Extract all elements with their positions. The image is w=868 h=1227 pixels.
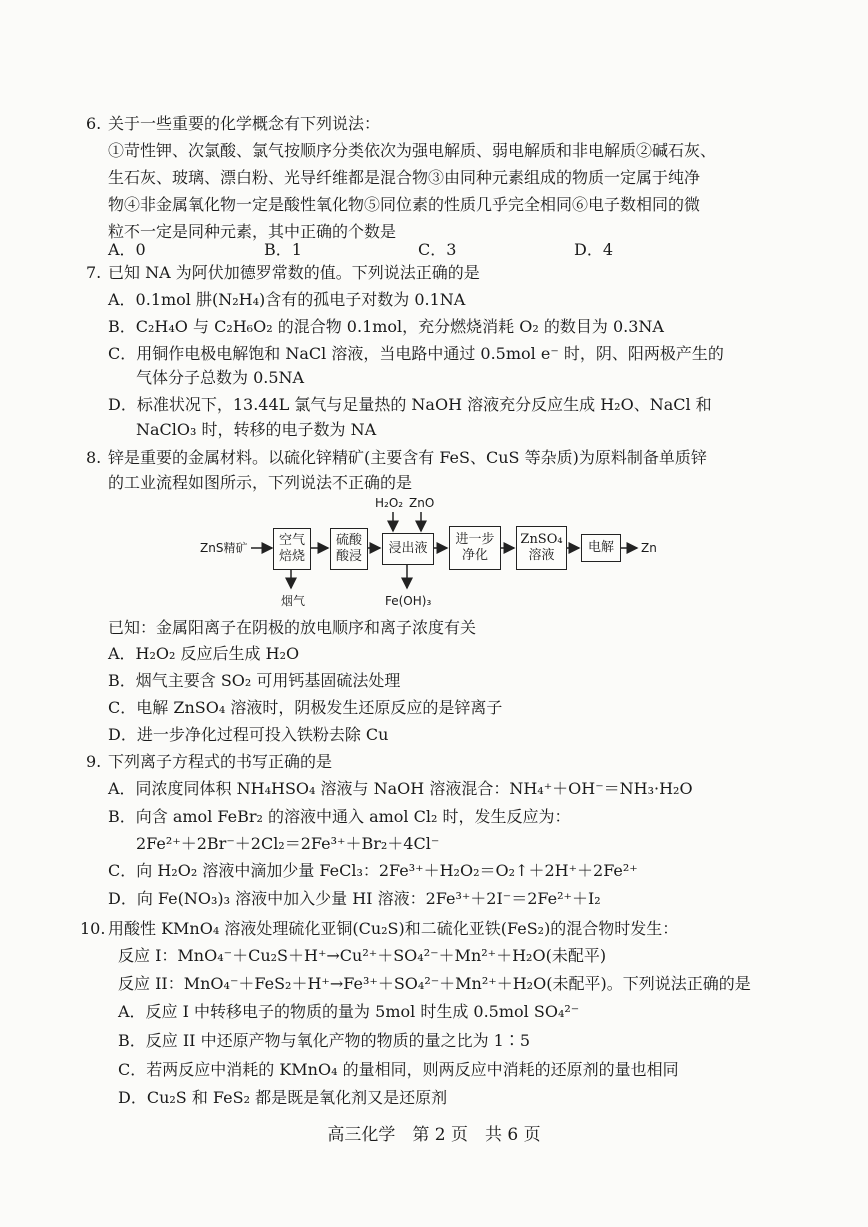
q8-known: 已知：金属阳离子在阴极的放电顺序和离子浓度有关 — [108, 618, 477, 637]
q9-option-d: D．向 Fe(NO₃)₃ 溶液中加入少量 HI 溶液：2Fe³⁺＋2I⁻＝2Fe²⁺＋I₂ — [108, 889, 601, 908]
q8-stem-line-1: 锌是重要的金属材料。以硫化锌精矿(主要含有 FeS、CuS 等杂质)为原料制备单质锌 — [108, 448, 707, 467]
q6-choice-b: B．1 — [264, 240, 302, 259]
flow-step-leachate: 浸出液 — [382, 533, 434, 565]
process-flow-diagram — [195, 490, 675, 610]
q6-choice-a: A．0 — [108, 240, 146, 259]
q9-option-b: B．向含 amol FeBr₂ 的溶液中通入 amol Cl₂ 时，发生反应为： — [108, 807, 571, 826]
q9-option-c: C．向 H₂O₂ 溶液中滴加少量 FeCl₃：2Fe³⁺＋H₂O₂＝O₂↑＋2H⁺＋2Fe²⁺ — [108, 861, 638, 880]
q6-stem-line-1: 关于一些重要的化学概念有下列说法： — [108, 114, 381, 133]
q10-number: 10. — [80, 919, 106, 938]
q10-option-d: D．Cu₂S 和 FeS₂ 都是既是氧化剂又是还原剂 — [118, 1088, 448, 1107]
q9-number: 9. — [86, 752, 102, 771]
q7-number: 7. — [86, 263, 102, 282]
flow-step-roast: 空气 焙烧 — [273, 528, 311, 570]
flow-input-label: ZnS精矿 — [200, 541, 248, 555]
q6-choice-c: C．3 — [418, 240, 457, 259]
flow-byproduct-flue-gas: 烟气 — [281, 594, 306, 608]
flow-reagent-zno: ZnO — [409, 496, 435, 510]
q10-option-b: B．反应 II 中还原产物与氧化产物的物质的量之比为 1∶5 — [118, 1031, 531, 1050]
q7-option-c: C．用铜作电极电解饱和 NaCl 溶液，当电路中通过 0.5mol e⁻ 时，阴、阳两极产生的 — [108, 344, 724, 363]
flow-output-label: Zn — [641, 541, 657, 555]
q6-stem-line-2: ①苛性钾、次氯酸、氯气按顺序分类依次为强电解质、弱电解质和非电解质②碱石灰、 — [108, 141, 717, 160]
q7-stem: 已知 NA 为阿伏加德罗常数的值。下列说法正确的是 — [108, 263, 480, 282]
q7-option-d-cont: NaClO₃ 时，转移的电子数为 NA — [136, 420, 377, 439]
q8-option-b: B．烟气主要含 SO₂ 可用钙基固硫法处理 — [108, 671, 401, 690]
q8-option-c: C．电解 ZnSO₄ 溶液时，阴极发生还原反应的是锌离子 — [108, 698, 503, 717]
flow-step-purify: 进一步 净化 — [449, 526, 501, 570]
q8-option-a: A．H₂O₂ 反应后生成 H₂O — [108, 644, 300, 663]
flow-step-acid-leach: 硫酸 酸浸 — [330, 528, 368, 570]
q6-stem-line-3: 生石灰、玻璃、漂白粉、光导纤维都是混合物③由同种元素组成的物质一定属于纯净 — [108, 168, 701, 187]
q10-option-a: A．反应 I 中转移电子的物质的量为 5mol 时生成 0.5mol SO₄²⁻ — [118, 1002, 580, 1021]
q6-number: 6. — [86, 114, 102, 133]
page-footer: 高三化学 第 2 页 共 6 页 — [327, 1125, 541, 1145]
flow-step-electrolysis: 电解 — [581, 534, 621, 562]
q8-stem-line-2: 的工业流程如图所示，下列说法不正确的是 — [108, 473, 413, 492]
q10-stem: 用酸性 KMnO₄ 溶液处理硫化亚铜(Cu₂S)和二硫化亚铁(FeS₂)的混合物时发生： — [108, 919, 679, 938]
q9-option-a: A．同浓度同体积 NH₄HSO₄ 溶液与 NaOH 溶液混合：NH₄⁺＋OH⁻＝NH₃·H₂O — [108, 779, 693, 798]
q8-number: 8. — [86, 448, 102, 467]
q7-option-a: A．0.1mol 肼(N₂H₄)含有的孤电子对数为 0.1NA — [108, 290, 466, 309]
q10-option-c: C．若两反应中消耗的 KMnO₄ 的量相同，则两反应中消耗的还原剂的量也相同 — [118, 1060, 679, 1079]
flow-reagent-h2o2: H₂O₂ — [375, 496, 404, 510]
q8-option-d: D．进一步净化过程可投入铁粉去除 Cu — [108, 725, 389, 744]
flow-byproduct-feoh3: Fe(OH)₃ — [385, 594, 432, 608]
q6-choice-d: D．4 — [574, 240, 614, 259]
q7-option-c-cont: 气体分子总数为 0.5NA — [136, 368, 305, 387]
q7-option-d: D．标准状况下，13.44L 氯气与足量热的 NaOH 溶液充分反应生成 H₂O、NaCl 和 — [108, 395, 712, 414]
q10-reaction-2: 反应 II：MnO₄⁻＋FeS₂＋H⁺→Fe³⁺＋SO₄²⁻＋Mn²⁺＋H₂O(未配平)。下列说法正确的是 — [118, 974, 751, 993]
q10-reaction-1: 反应 I：MnO₄⁻＋Cu₂S＋H⁺→Cu²⁺＋SO₄²⁻＋Mn²⁺＋H₂O(未配平) — [118, 946, 607, 965]
q9-option-b-equation: 2Fe²⁺＋2Br⁻＋2Cl₂＝2Fe³⁺＋Br₂＋4Cl⁻ — [136, 834, 440, 853]
q9-stem: 下列离子方程式的书写正确的是 — [108, 752, 333, 771]
q7-option-b: B．C₂H₄O 与 C₂H₆O₂ 的混合物 0.1mol，充分燃烧消耗 O₂ 的数目为 0.3NA — [108, 317, 664, 336]
flow-step-znso4: ZnSO₄ 溶液 — [516, 526, 567, 570]
q6-choices — [108, 238, 708, 262]
q6-stem-line-5: 粒不一定是同种元素，其中正确的个数是 — [108, 222, 397, 241]
q6-stem-line-4: 物④非金属氧化物一定是酸性氧化物⑤同位素的性质几乎完全相同⑥电子数相同的微 — [108, 195, 701, 214]
